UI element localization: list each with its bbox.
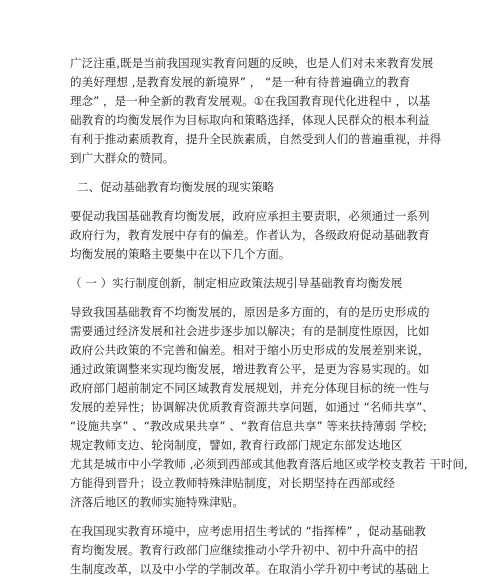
text-line: 在我国现实教育环境中，应考虑用招生考试的 “指挥棒” ，促动基础教	[70, 524, 427, 538]
document-body	[70, 54, 490, 579]
text-line: 尤其是城市中小学教师 ,必须到西部或其他教育落后地区或学校支教若 干时间,	[70, 457, 468, 471]
text-line: 发展的差异性；协调解决优质教育资源共享问题，如通过 “名师共享”、	[70, 400, 434, 414]
text-line: 理念” ，是一种全新的教育发展观。①在我国教育现代化进程中 ，以基	[70, 94, 431, 108]
subsection-heading: （ 一 ）实行制度创新，制定相应政策法规引导基础教育均衡发展	[70, 276, 403, 290]
text-line: 政府行为，教育发展中存有的偏差。作者认为，各级政府促动基础教育	[70, 228, 430, 242]
text-line: 政府公共政策的不完善和偏差。相对于缩小历史形成的发展差别来说，	[70, 343, 430, 357]
paragraph-block-3	[70, 303, 490, 512]
text-line: 要促动我国基础教育均衡发展，政府应承担主要责职，必须通过一系列	[70, 209, 430, 223]
text-line: 通过政策调整来实现均衡发展，增进教育公平，是更为容易实现的。如	[70, 362, 430, 376]
text-line: 的美好理想 ,是教育发展的新境界” ， “是一种有待普遍确立的教育	[70, 75, 411, 89]
text-line: “设施共享” 、“教改成果共享” 、“教育信息共享” 等来扶持薄弱 学校;	[70, 419, 427, 433]
text-line: 均衡发展的策略主要集中在以下几个方面。	[70, 247, 291, 261]
spacer	[70, 264, 490, 274]
section-heading: 二、促动基础教育均衡发展的现实策略	[77, 180, 275, 194]
text-line: 到广大群众的赞同。	[70, 151, 175, 165]
text-line: 生制度改革，以及中小学的学制改革。在取消小学升初中考试的基础上	[70, 562, 430, 576]
text-line: 规定教师支边、轮岗制度，譬如, 教育行政部门规定东部发达地区	[70, 438, 403, 452]
text-line: 础教育的均衡发展作为目标取向和策略选择，体现人民群众的根本利益	[70, 113, 430, 127]
text-line: 方能得到晋升；设立教师特殊津贴制度，对长期坚持在西部或经	[70, 476, 395, 490]
spacer	[70, 512, 490, 522]
text-line: 广泛注重,既是当前我国现实教育问题的反映，也是人们对未来教育发展	[70, 56, 434, 70]
text-line: 育均衡发展。教育行政部门应继续推动小学升初中、初中升高中的招	[70, 543, 418, 557]
paragraph-block-1	[70, 54, 490, 168]
text-line: 政府部门超前制定不同区域教育发展规划，并充分体现目标的统一性与	[70, 381, 430, 395]
spacer	[70, 168, 490, 178]
spacer	[70, 197, 490, 207]
spacer	[70, 293, 490, 303]
text-line: 济落后地区的教师实施特殊津贴。	[70, 495, 244, 509]
text-line: 有利于推动素质教育，提升全民族素质，自然受到人们的普遍重视，并得	[70, 132, 442, 146]
text-line: 导致我国基础教育不均衡发展的，原因是多方面的，有的是历史形成的	[70, 305, 430, 319]
text-line: 需要通过经济发展和社会进步逐步加以解决；有的是制度性原因，比如	[70, 324, 430, 338]
paragraph-block-4	[70, 522, 490, 579]
paragraph-block-2	[70, 207, 490, 264]
